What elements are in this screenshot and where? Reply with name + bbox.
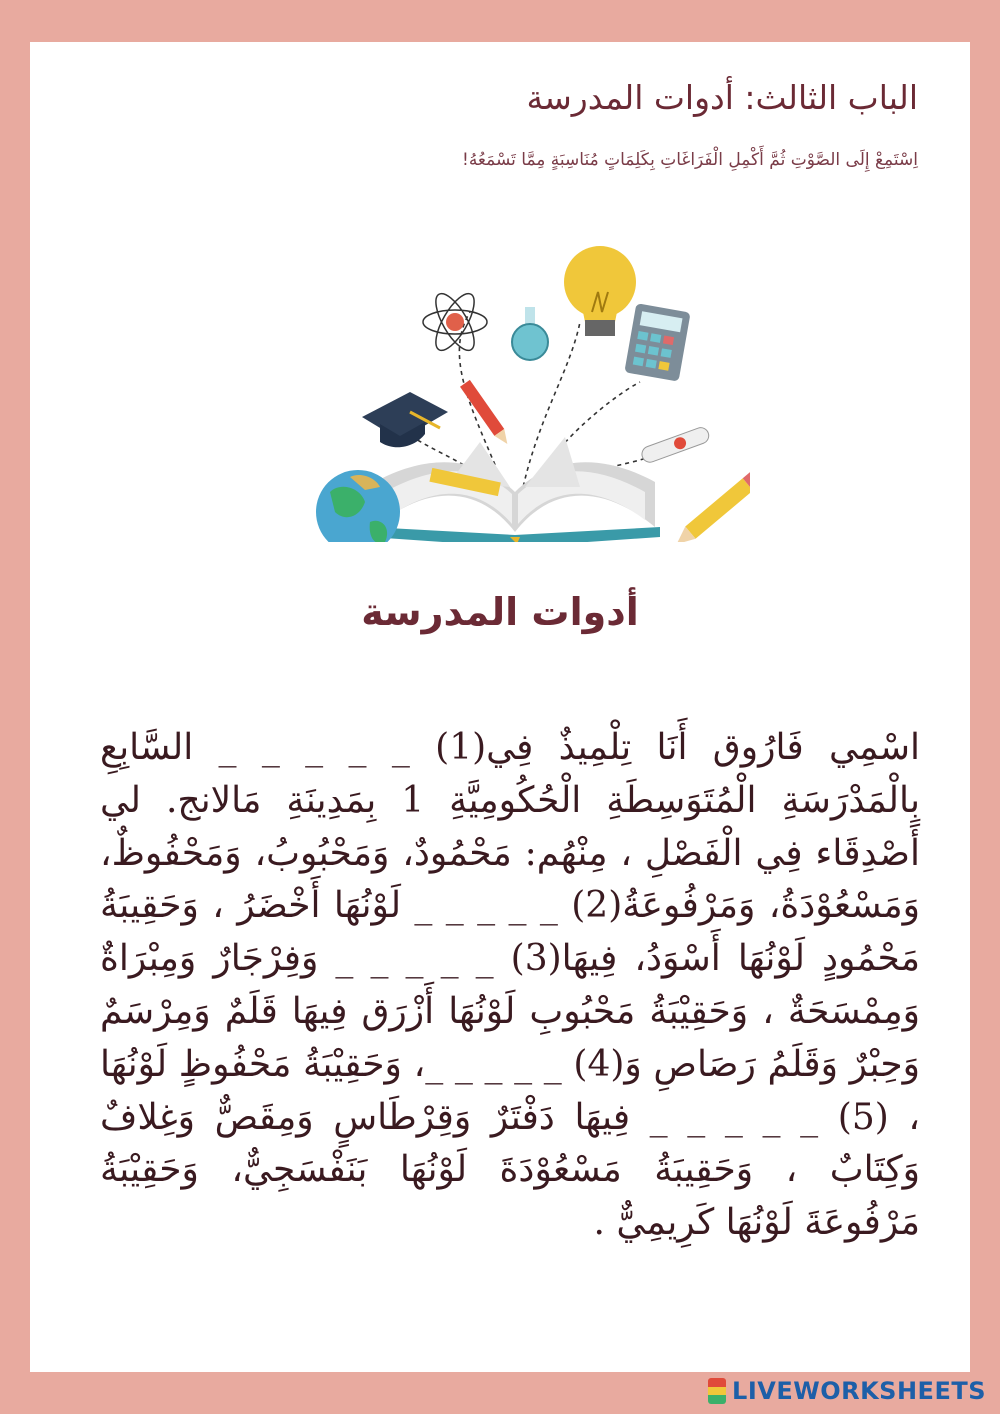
open-book-icon <box>370 437 660 542</box>
listening-instruction: اِسْتَمِعْ إِلَى الصَّوْتِ ثُمَّ أَكْمِلِ الْفَرَاغَاتِ بِكَلِمَاتٍ مُنَاسِبَةٍ مِمَّا تَسْمَعُهُ! <box>462 150 918 170</box>
brand-logo[interactable] <box>708 1376 986 1406</box>
flask-icon <box>512 307 548 360</box>
graduation-cap-icon <box>362 392 448 447</box>
calculator-icon <box>624 303 690 381</box>
passage-heading: أدوات المدرسة <box>361 590 639 634</box>
brand-name: LIVEWORKSHEETS <box>732 1377 986 1405</box>
atom-icon <box>423 288 487 355</box>
yellow-pencil-icon <box>671 472 750 542</box>
school-supplies-illustration <box>280 202 750 542</box>
diploma-scroll-icon <box>640 425 711 464</box>
light-bulb-icon <box>564 246 636 336</box>
brand-badge-icon <box>708 1378 726 1404</box>
chapter-title: الباب الثالث: أدوات المدرسة <box>526 78 918 117</box>
worksheet-page <box>30 42 970 1372</box>
red-pencil-icon <box>460 380 512 448</box>
listening-passage: اسْمِي فَارُوق أَنَا تِلْمِيذٌ فِي(1) _ _ _ _ _ السَّابِعِ بِالْمَدْرَسَةِ الْمُتَوَسِطَةِ الْحُكُومِيَّةِ 1 بِمَدِينَةِ مَالانج. لي أَصْدِقَاء فِي الْفَصْلِ ، مِنْهُم: مَحْمُودٌ، وَمَحْبُوبُ، وَمَحْفُوظٌ، وَمَسْعُوْدَةُ، وَمَرْفُوعَةُ(2) _ _ _ _ _ لَوْنُهَا أَخْضَرُ ، وَحَقِيبَةُ مَحْمُودٍ لَوْنُهَا أَسْوَدُ، فِيهَا(3) _ _ _ _ _ وَفِرْجَارٌ وَمِبْرَاةٌ وَمِمْسَحَةٌ ، وَحَقِيْبَةُ مَحْبُوبِ لَوْنُهَا أَزْرَق فِيهَا قَلَمٌ وَمِرْسَمٌ وَحِبْرٌ وَقَلَمُ رَصَاصِ وَ(4) _ _ _ _ _، وَحَقِيْبَةُ مَحْفُوظٍ لَوْنُهَا ، (5) _ _ _ _ _ فِيهَا دَفْتَرٌ وَقِرْطَاسٍ وَمِقَصٌّ وَغِلافٌ وَكِتَابٌ ، وَحَقِيبَةُ مَسْعُوْدَةَ لَوْنُهَا بَنَفْسَجِيٌّ، وَحَقِيْبَةُ مَرْفُوعَةَ لَوْنُهَا كَرِيمِيٌّ . <box>100 727 920 1244</box>
